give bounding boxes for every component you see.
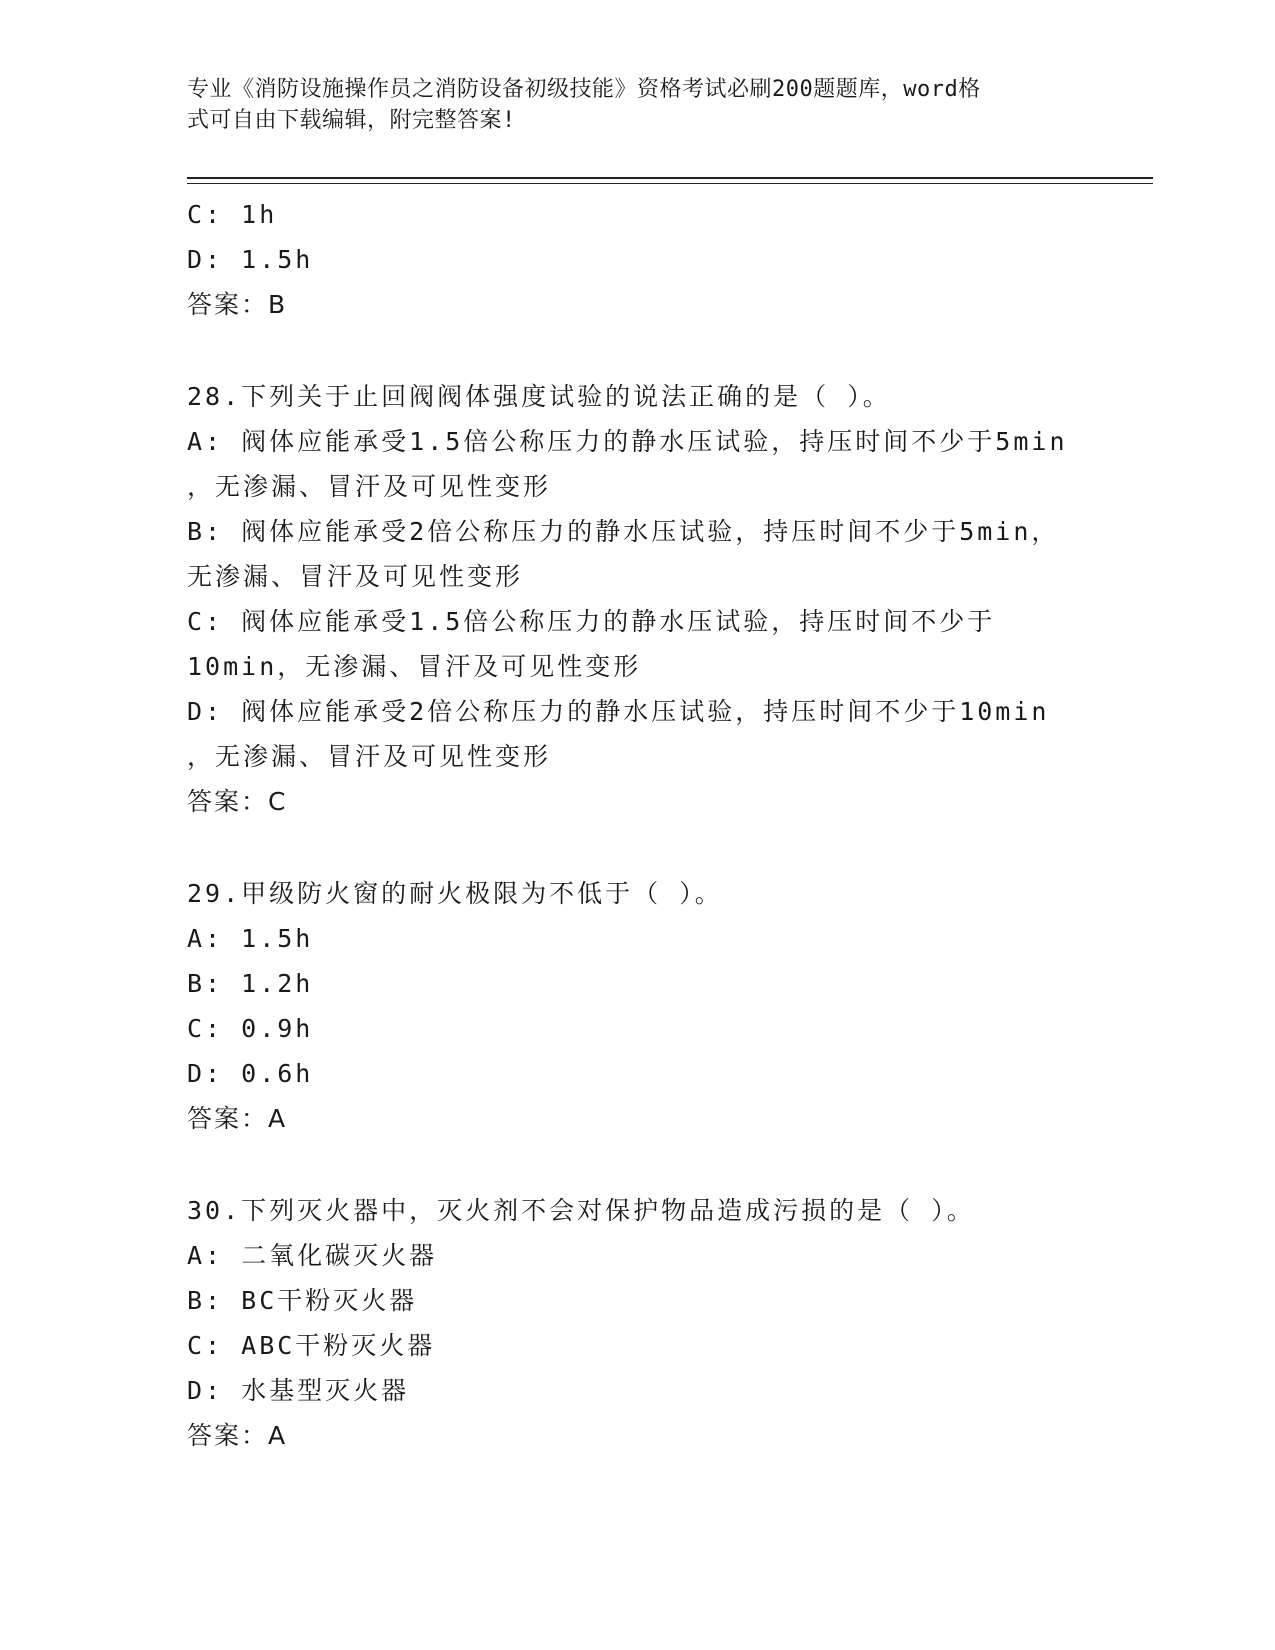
answer: 答案：A [187,1104,288,1133]
option-d: D: 水基型灭火器 [187,1376,410,1405]
question-stem: 30.下列灭火器中，灭火剂不会对保护物品造成污损的是（ ）。 [187,1196,975,1225]
option-c: C: 阀体应能承受1.5倍公称压力的静水压试验，持压时间不少于 [187,607,996,636]
question-28 [187,374,1087,825]
answer: 答案：C [187,787,288,816]
option-c-cont: 10min，无渗漏、冒汗及可见性变形 [187,652,642,681]
option-b: B: BC干粉灭火器 [187,1286,418,1315]
option-b: B: 1.2h [187,969,314,998]
header-line-1: 专业《消防设施操作员之消防设备初级技能》资格考试必刷200题题库，word格 [187,77,981,102]
document-header [187,74,1067,136]
option-d: D: 0.6h [187,1059,314,1088]
option-b-cont: 无渗漏、冒汗及可见性变形 [187,562,524,591]
option-c: C: ABC干粉灭火器 [187,1331,436,1360]
header-rule-thin [187,183,1153,184]
option-c: C: 0.9h [187,1014,314,1043]
answer: 答案：B [187,290,288,319]
option-c: C: 1h [187,200,278,229]
option-d-cont: ，无渗漏、冒汗及可见性变形 [187,742,552,771]
question-stem: 29.甲级防火窗的耐火极限为不低于（ ）。 [187,879,723,908]
option-d: D: 1.5h [187,245,314,274]
option-a: A: 1.5h [187,924,314,953]
header-line-2: 式可自由下载编辑，附完整答案! [187,108,516,133]
header-rule-thick [187,177,1153,179]
option-a: A: 二氧化碳灭火器 [187,1241,438,1270]
question-29 [187,871,1087,1142]
question-list [187,192,1087,1459]
option-d: D: 阀体应能承受2倍公称压力的静水压试验，持压时间不少于10min [187,697,1050,726]
option-a-cont: ，无渗漏、冒汗及可见性变形 [187,472,552,501]
option-b: B: 阀体应能承受2倍公称压力的静水压试验，持压时间不少于5min， [187,517,1060,546]
question-30 [187,1188,1087,1459]
option-a: A: 阀体应能承受1.5倍公称压力的静水压试验，持压时间不少于5min [187,427,1068,456]
answer: 答案：A [187,1421,288,1450]
question-stem: 28.下列关于止回阀阀体强度试验的说法正确的是（ ）。 [187,382,891,411]
previous-question [187,192,1087,328]
